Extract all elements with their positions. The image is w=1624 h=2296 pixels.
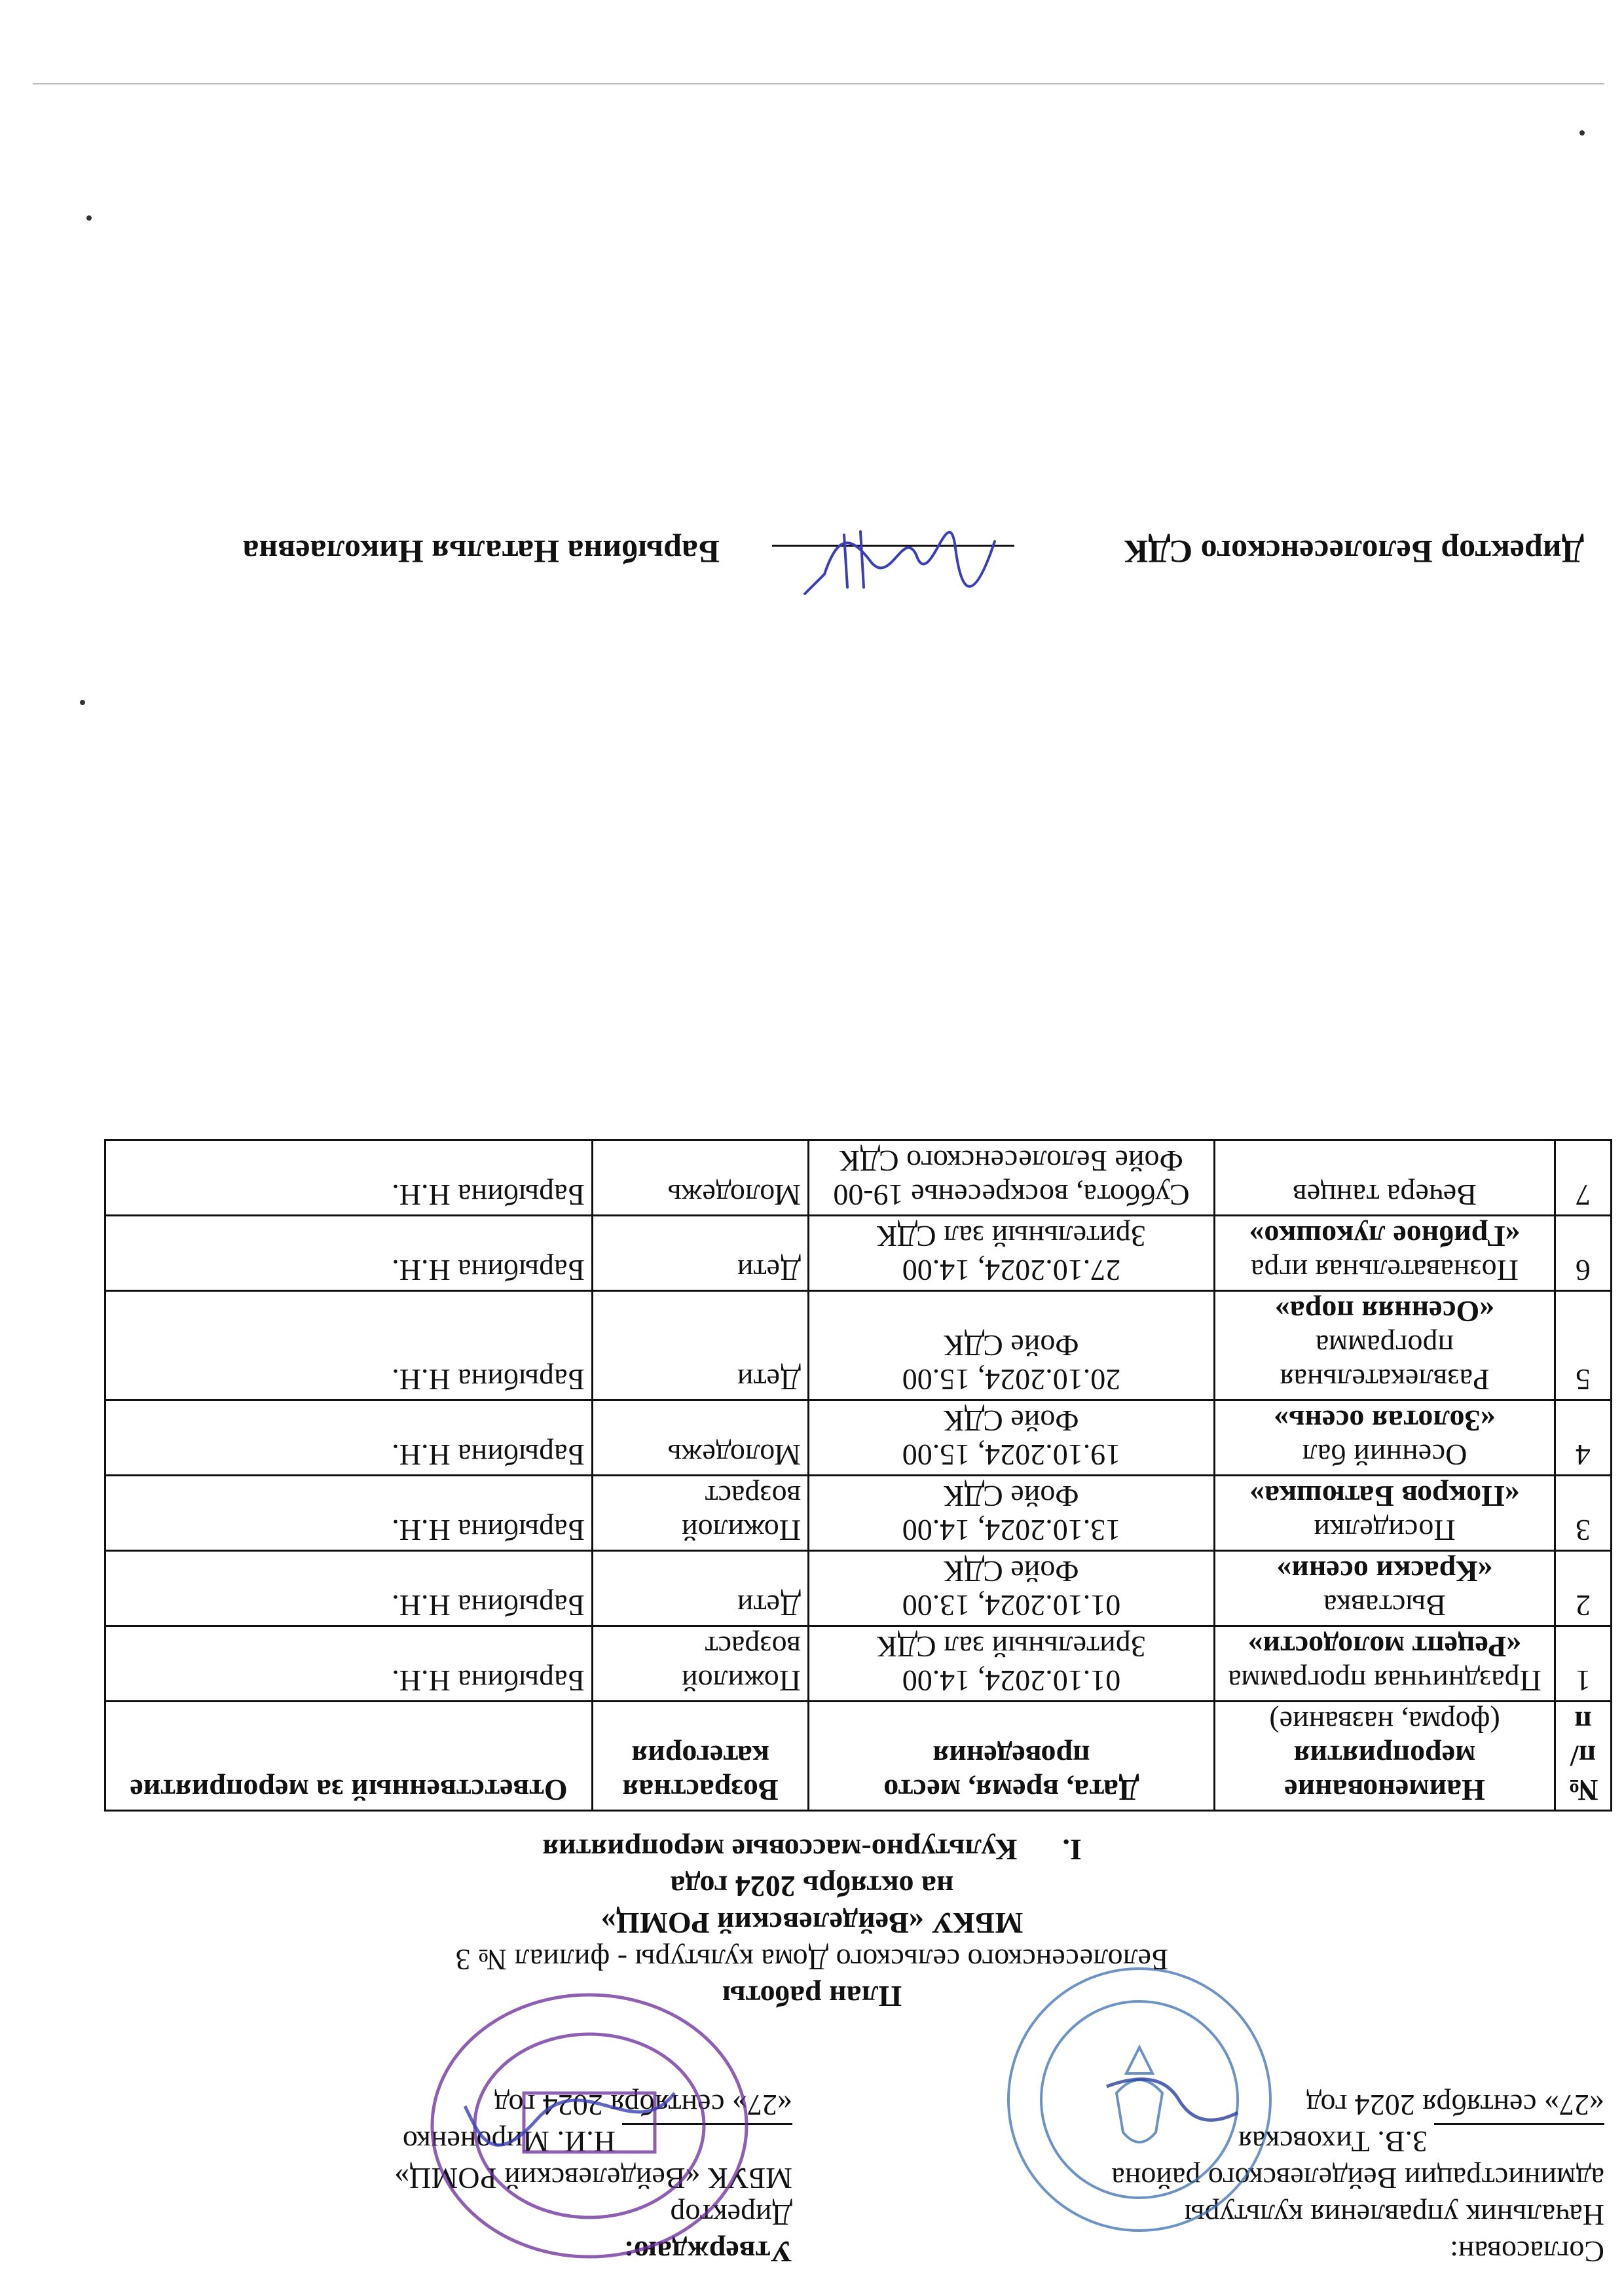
- event-form: Выставка: [1323, 1589, 1446, 1622]
- row-event: [1215, 1291, 1555, 1400]
- row-number: 5: [1555, 1291, 1612, 1400]
- document-title-block: [0, 1831, 1624, 2014]
- row-number: 7: [1555, 1140, 1612, 1216]
- table-row: [105, 1400, 1612, 1476]
- plan-organization: Белолесенского сельского Дома культуры - филиал № 3: [455, 1943, 1169, 1977]
- row-age: Молодежь: [593, 1400, 809, 1476]
- event-place: Фойе СДК: [944, 1555, 1079, 1588]
- row-responsible: Барыбина Н.Н.: [105, 1291, 593, 1400]
- scan-speck: [86, 215, 92, 221]
- event-place: Зрительный зал СДК: [877, 1220, 1146, 1253]
- table-row: [105, 1291, 1612, 1400]
- event-place: Фойе Белолесенского СДК: [840, 1144, 1183, 1178]
- director-handwritten-signature: [785, 522, 1001, 613]
- row-datetime-place: [809, 1400, 1215, 1476]
- approved-position: Директор: [670, 2198, 792, 2232]
- scan-speck: [1579, 130, 1585, 136]
- row-event: [1215, 1216, 1555, 1291]
- row-age: Пожилой возраст: [593, 1626, 809, 1702]
- event-title: «Золотая осень»: [1274, 1404, 1496, 1438]
- row-responsible: Барыбина Н.Н.: [105, 1476, 593, 1551]
- event-place: Фойе СДК: [944, 1329, 1079, 1362]
- agreed-position: Начальник управления культуры: [1184, 2198, 1604, 2232]
- agreed-label: Согласован:: [1450, 2235, 1604, 2269]
- event-form: Познавательная игра: [1251, 1254, 1519, 1287]
- director-name: Барыбина Наталья Николаевна: [242, 534, 720, 570]
- row-datetime-place: [809, 1291, 1215, 1400]
- page-edge-rule: [33, 83, 1604, 84]
- event-date: 19.10.2024, 15.00: [902, 1438, 1121, 1472]
- row-number: 1: [1555, 1626, 1612, 1702]
- row-event: [1215, 1551, 1555, 1626]
- event-date: Суббота, воскресенье 19-00: [833, 1178, 1190, 1212]
- scan-speck: [80, 700, 85, 705]
- approved-label: Утверждаю:: [623, 2235, 792, 2269]
- row-event: [1215, 1626, 1555, 1702]
- event-title: «Рецепт молодости»: [1247, 1630, 1522, 1664]
- header-number: № п/п: [1555, 1702, 1612, 1811]
- row-age: Дети: [593, 1291, 809, 1400]
- row-number: 4: [1555, 1400, 1612, 1476]
- row-age: Молодежь: [593, 1140, 809, 1216]
- purple-official-stamp: [426, 1988, 753, 2263]
- row-number: 6: [1555, 1216, 1612, 1291]
- plan-title: План работы: [722, 1980, 902, 2013]
- header-responsible: Ответственный за мероприятие: [105, 1702, 593, 1811]
- header-event-name: [1215, 1702, 1555, 1811]
- row-datetime-place: [809, 1216, 1215, 1291]
- event-form: Посиделки: [1314, 1514, 1456, 1547]
- header-age-category: Возрастная категория: [593, 1702, 809, 1811]
- event-date: 20.10.2024, 15.00: [902, 1363, 1121, 1396]
- row-datetime-place: [809, 1476, 1215, 1551]
- event-place: Фойе СДК: [944, 1480, 1079, 1513]
- agreed-organization: администрации Вейделевского района: [1111, 2162, 1604, 2195]
- table-row: [105, 1551, 1612, 1626]
- event-title: «Осенняя пора»: [1274, 1295, 1495, 1328]
- event-date: 27.10.2024, 14.00: [902, 1254, 1121, 1287]
- event-form: Праздничная программа: [1228, 1664, 1541, 1698]
- approval-block: [0, 2021, 1624, 2270]
- header-event-name-bold: Наименование мероприятия: [1284, 1740, 1485, 1807]
- event-title: «Краски осени»: [1276, 1555, 1493, 1588]
- approved-date: «27» сентября 2024 год: [494, 2088, 792, 2122]
- plan-parent-organization: МБКУ «Вейделевский РОМЦ»: [600, 1906, 1024, 1940]
- event-place: Зрительный зал СДК: [877, 1630, 1146, 1664]
- row-datetime-place: [809, 1626, 1215, 1702]
- table-row: [105, 1140, 1612, 1216]
- approved-organization: МБУК «Вейделевский РОМЦ»: [394, 2162, 792, 2195]
- row-number: 3: [1555, 1476, 1612, 1551]
- director-title: Директор Белолесенского СДК: [1124, 534, 1584, 570]
- row-datetime-place: [809, 1140, 1215, 1216]
- event-title: «Грибное лукошко»: [1249, 1220, 1521, 1253]
- row-datetime-place: [809, 1551, 1215, 1626]
- event-date: 01.10.2024, 13.00: [902, 1589, 1121, 1622]
- event-form: Развлекательная программа: [1280, 1329, 1490, 1396]
- row-event: [1215, 1476, 1555, 1551]
- row-number: 2: [1555, 1551, 1612, 1626]
- approved-name: Н.И. Мироненко: [402, 2125, 616, 2159]
- row-responsible: Барыбина Н.Н.: [105, 1400, 593, 1476]
- header-event-name-sub: (форма, название): [1269, 1705, 1500, 1739]
- header-datetime-place: Дата, время, место проведения: [809, 1702, 1215, 1811]
- plan-period: на октябрь 2024 года: [670, 1870, 954, 1903]
- event-date: 13.10.2024, 14.00: [902, 1514, 1121, 1547]
- row-age: Дети: [593, 1216, 809, 1291]
- event-form: Вечера танцев: [1293, 1178, 1477, 1212]
- row-responsible: Барыбина Н.Н.: [105, 1140, 593, 1216]
- agreed-name: З.В. Тиховская: [1238, 2125, 1428, 2159]
- row-event: [1215, 1400, 1555, 1476]
- event-place: Фойе СДК: [944, 1404, 1079, 1438]
- row-responsible: Барыбина Н.Н.: [105, 1626, 593, 1702]
- agreed-date: «27» сентября 2024 год: [1306, 2088, 1604, 2122]
- agreed-signature-line: [1434, 2123, 1604, 2151]
- row-responsible: Барыбина Н.Н.: [105, 1216, 593, 1291]
- director-signature-block: [0, 522, 1623, 620]
- section-heading: I. Культурно-массовые мероприятия: [542, 1833, 1082, 1867]
- row-event: [1215, 1140, 1555, 1216]
- event-form: Осенний бал: [1302, 1438, 1467, 1472]
- row-age: Дети: [593, 1551, 809, 1626]
- event-date: 01.10.2024, 14.00: [902, 1664, 1121, 1698]
- row-responsible: Барыбина Н.Н.: [105, 1551, 593, 1626]
- event-title: «Покров Батюшка»: [1249, 1480, 1520, 1513]
- events-table: [104, 1139, 1612, 1812]
- table-row: [105, 1476, 1612, 1551]
- table-row: [105, 1626, 1612, 1702]
- table-header-row: [105, 1702, 1612, 1811]
- table-row: [105, 1216, 1612, 1291]
- row-age: Пожилой возраст: [593, 1476, 809, 1551]
